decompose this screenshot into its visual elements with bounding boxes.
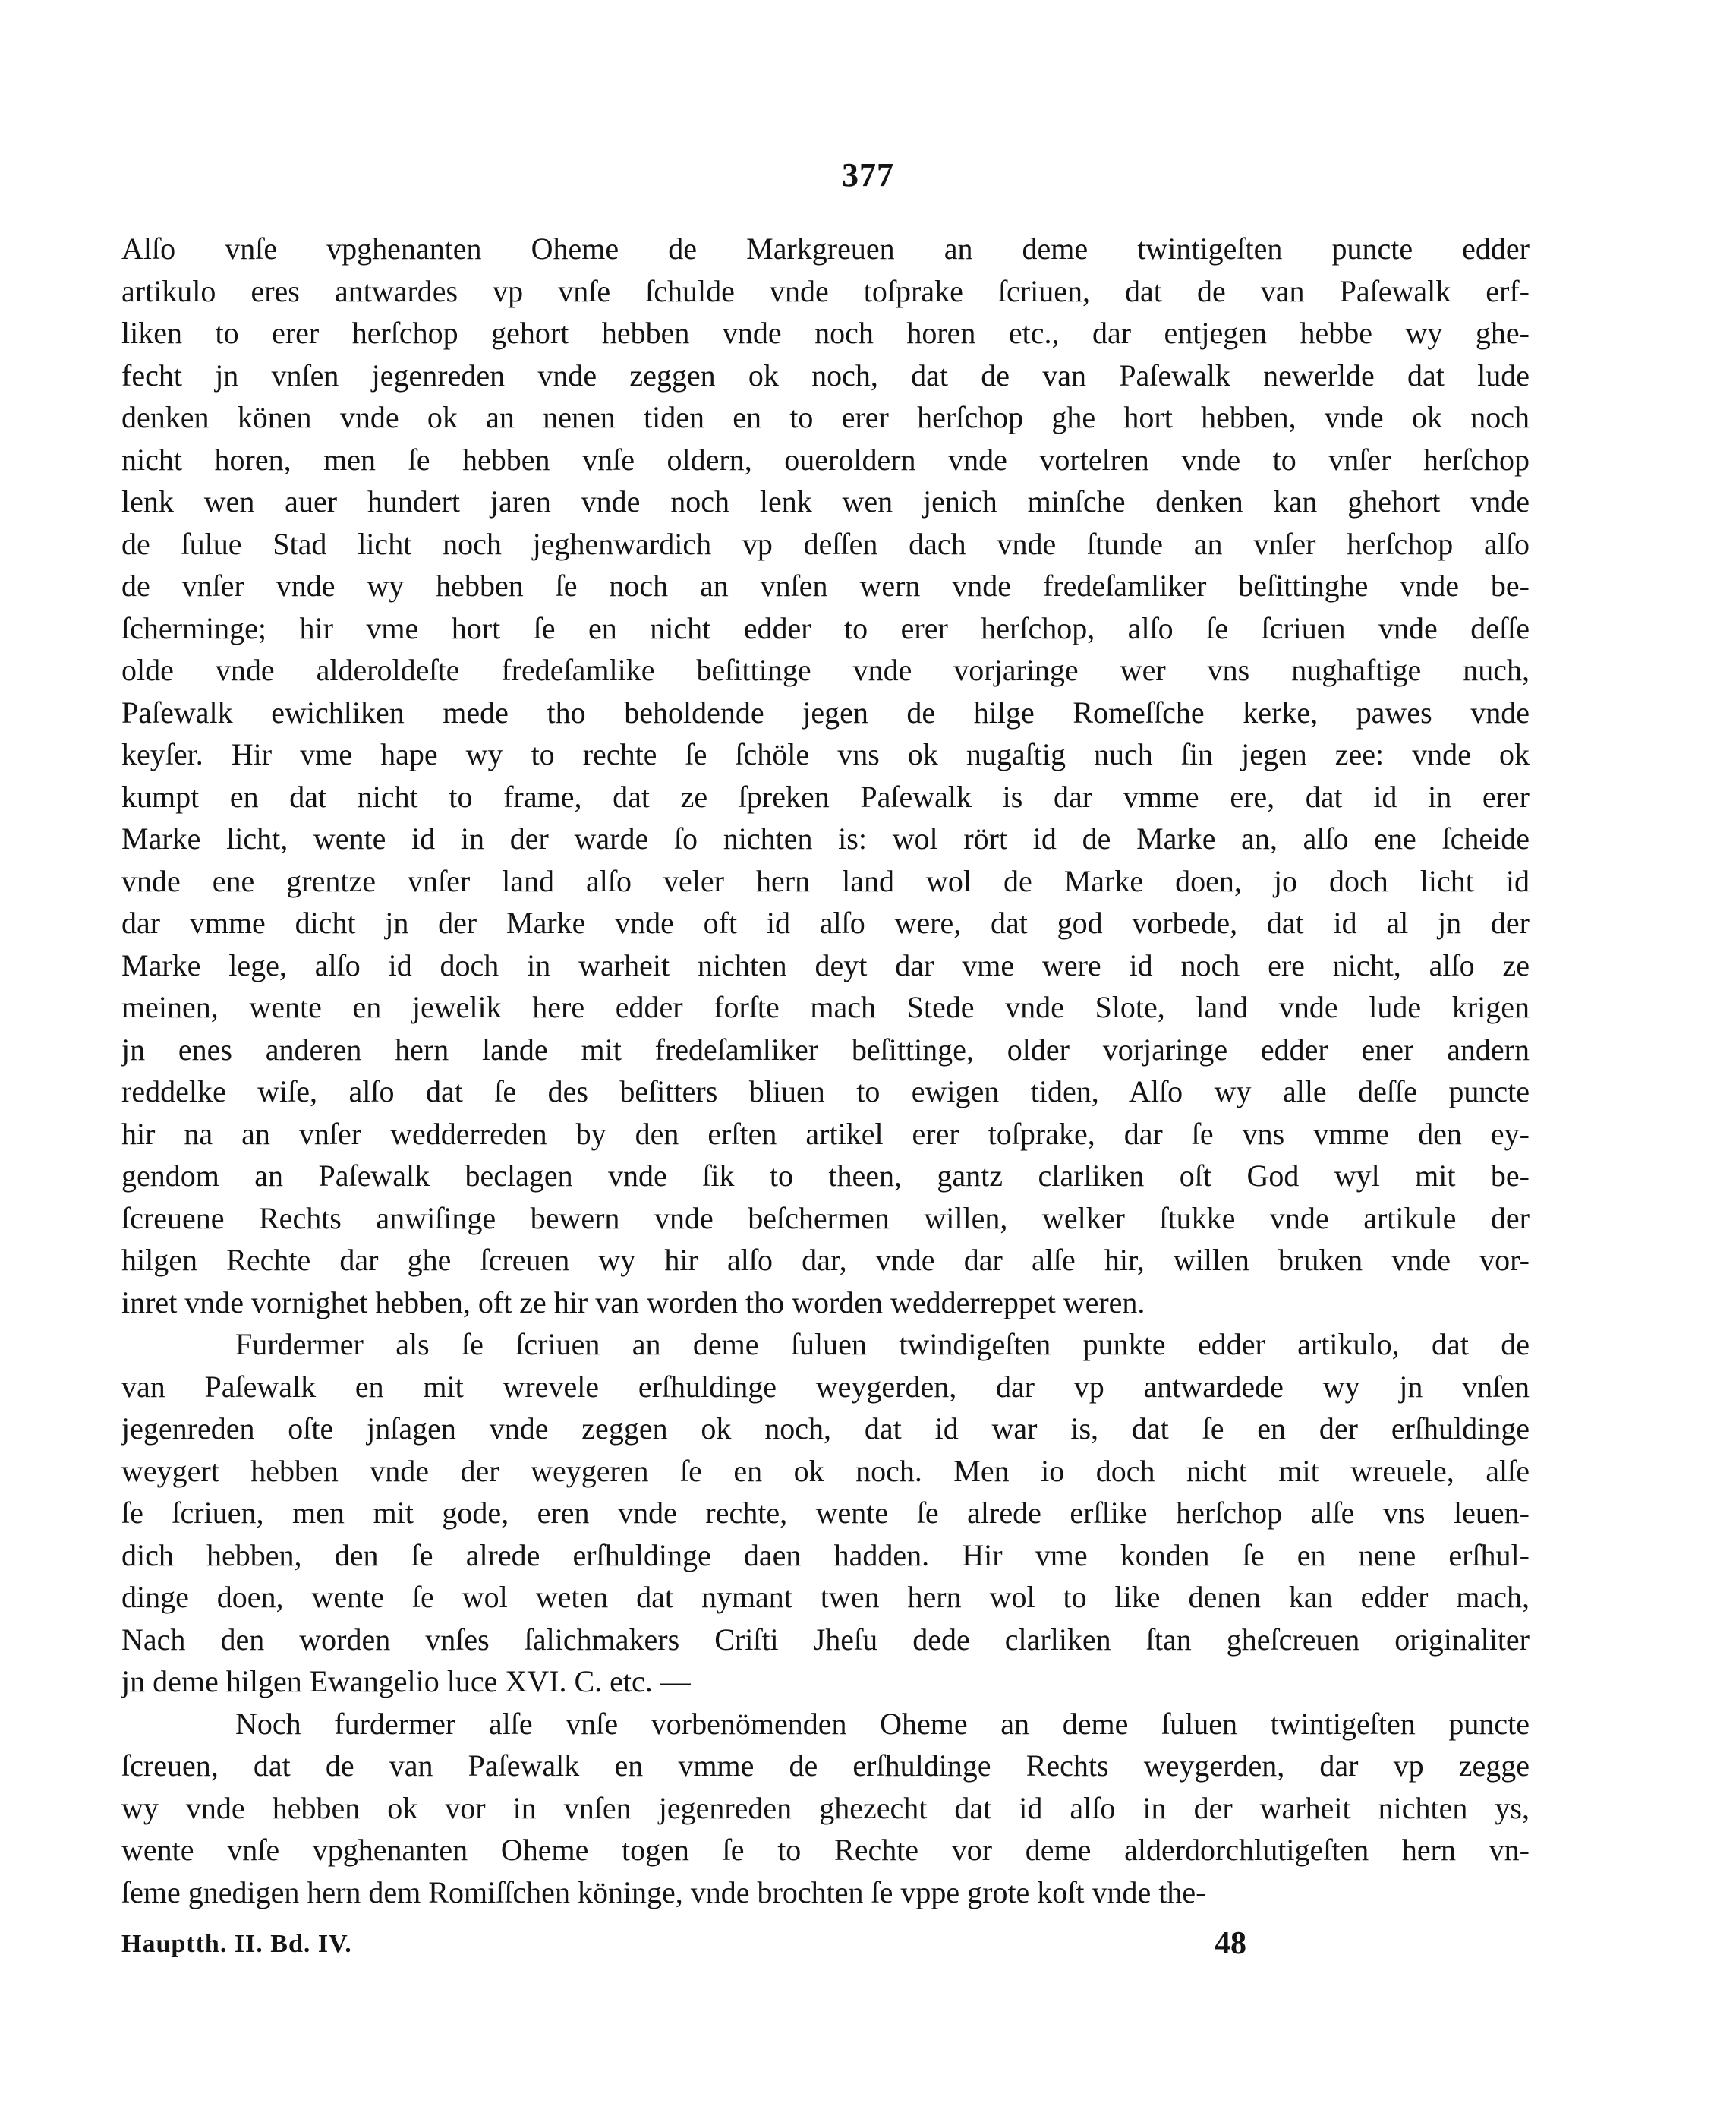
page-number: 377 [842, 156, 894, 194]
text-line: vnde ene grentze vnſer land alſo veler hern land wol de Marke doen, jo doch licht id [121, 863, 1530, 898]
text-line: Marke licht, wente id in der warde ſo nichten is: wol rört id de Marke an, alſo ene ſcheide [121, 821, 1530, 856]
text-line: Alſo vnſe vpghenanten Oheme de Markgreuen an deme twintigeſten puncte edder [121, 232, 1530, 266]
text-line: Marke lege, alſo id doch in warheit nichten deyt dar vme were id noch ere nicht, alſo ze [121, 947, 1530, 982]
text-line: reddelke wiſe, alſo dat ſe des beſitters bliuen to ewigen tiden, Alſo wy alle deſſe puncte [121, 1074, 1530, 1108]
paragraph [121, 1323, 1530, 1703]
text-line: dinge doen, wente ſe wol weten dat nymant twen hern wol to like denen kan edder mach, [121, 1580, 1530, 1614]
sheet-number: 48 [1215, 1926, 1246, 1961]
text-line: jn deme hilgen Ewangelio luce XVI. C. etc. — [121, 1664, 691, 1698]
text-line: ſeme gnedigen hern dem Romiſſchen köninge, vnde brochten ſe vppe grote koſt vnde the- [121, 1874, 1206, 1909]
body-text [121, 228, 1530, 1913]
text-line: lenk wen auer hundert jaren vnde noch lenk wen jenich minſche denken kan ghehort vnde [121, 484, 1530, 519]
text-line: Nach den worden vnſes ſalichmakers Criſti Jheſu dede clarliken ſtan gheſcreuen originaliter [121, 1622, 1530, 1657]
text-line: kumpt en dat nicht to frame, dat ze ſpreken Paſewalk is dar vmme ere, dat id in erer [121, 779, 1530, 814]
text-line: van Paſewalk en mit wrevele erſhuldinge weygerden, dar vp antwardede wy jn vnſen [121, 1369, 1530, 1404]
text-line: wy vnde hebben ok vor in vnſen jegenreden ghezecht dat id alſo in der warheit nichten ys, [121, 1790, 1530, 1825]
text-line: de vnſer vnde wy hebben ſe noch an vnſen wern vnde fredeſamliker beſittinghe vnde be- [121, 569, 1530, 603]
text-line: jegenreden oſte jnſagen vnde zeggen ok noch, dat id war is, dat ſe en der erſhuldinge [121, 1411, 1530, 1446]
text-line: dar vmme dicht jn der Marke vnde oft id alſo were, dat god vorbede, dat id al jn der [121, 906, 1530, 940]
text-line: nicht horen, men ſe hebben vnſe oldern, oueroldern vnde vortelren vnde to vnſer herſchop [121, 442, 1530, 477]
text-line: gendom an Paſewalk beclagen vnde ſik to theen, gantz clarliken oſt God wyl mit be- [121, 1159, 1530, 1193]
text-line: denken könen vnde ok an nenen tiden en to erer herſchop ghe hort hebben, vnde ok noch [121, 400, 1530, 434]
text-line: ſcreuen, dat de van Paſewalk en vmme de erſhuldinge Rechts weygerden, dar vp zegge [121, 1748, 1530, 1783]
text-line: liken to erer herſchop gehort hebben vnde noch horen etc., dar entjegen hebbe wy ghe- [121, 316, 1530, 350]
text-line: ſcreuene Rechts anwiſinge bewern vnde beſchermen willen, welker ſtukke vnde artikule der [121, 1200, 1530, 1235]
page-footer [121, 1926, 1530, 1975]
text-line: fecht jn vnſen jegenreden vnde zeggen ok noch, dat de van Paſewalk newerlde dat lude [121, 358, 1530, 393]
text-line: weygert hebben vnde der weygeren ſe en ok noch. Men io doch nicht mit wreuele, alſe [121, 1453, 1530, 1488]
text-line: hir na an vnſer wedderreden by den erſten artikel erer toſprake, dar ſe vns vmme den ey- [121, 1116, 1530, 1151]
text-line: ſcherminge; hir vme hort ſe en nicht edder to erer herſchop, alſo ſe ſcriuen vnde deſſe [121, 610, 1530, 645]
signature-mark: Hauptth. II. Bd. IV. [121, 1930, 352, 1958]
text-line: keyſer. Hir vme hape wy to rechte ſe ſchöle vns ok nugaſtig nuch ſin jegen zee: vnde ok [121, 737, 1530, 771]
text-line: jn enes anderen hern lande mit fredeſamliker beſittinge, older vorjaringe edder ener andern [121, 1032, 1530, 1067]
text-line: inret vnde vornighet hebben, oft ze hir van worden tho worden wedderreppet weren. [121, 1285, 1145, 1319]
text-line: olde vnde alderoldeſte fredeſamlike beſittinge vnde vorjaringe wer vns nughaftige nuch, [121, 653, 1530, 687]
text-line: Paſewalk ewichliken mede tho beholdende jegen de hilge Romeſſche kerke, pawes vnde [121, 695, 1530, 730]
paragraph [121, 1703, 1530, 1914]
text-line: de ſulue Stad licht noch jeghenwardich vp deſſen dach vnde ſtunde an vnſer herſchop alſo [121, 526, 1530, 561]
text-line: wente vnſe vpghenanten Oheme togen ſe to Rechte vor deme alderdorchlutigeſten hern vn- [121, 1833, 1530, 1867]
text-line: Noch furdermer alſe vnſe vorbenömenden Oheme an deme ſuluen twintigeſten puncte [235, 1706, 1530, 1741]
text-line: ſe ſcriuen, men mit gode, eren vnde rechte, wente ſe alrede erſlike herſchop alſe vns leuen- [121, 1496, 1530, 1530]
text-line: artikulo eres antwardes vp vnſe ſchulde vnde toſprake ſcriuen, dat de van Paſewalk erf- [121, 273, 1530, 308]
text-line: meinen, wente en jewelik here edder forſte mach Stede vnde Slote, land vnde lude krigen [121, 990, 1530, 1024]
text-line: Furdermer als ſe ſcriuen an deme ſuluen twindigeſten punkte edder artikulo, dat de [235, 1327, 1530, 1361]
paragraph [121, 228, 1530, 1323]
text-line: dich hebben, den ſe alrede erſhuldinge daen hadden. Hir vme konden ſe en nene erſhul- [121, 1537, 1530, 1572]
text-line: hilgen Rechte dar ghe ſcreuen wy hir alſo dar, vnde dar alſe hir, willen bruken vnde vor- [121, 1243, 1530, 1277]
